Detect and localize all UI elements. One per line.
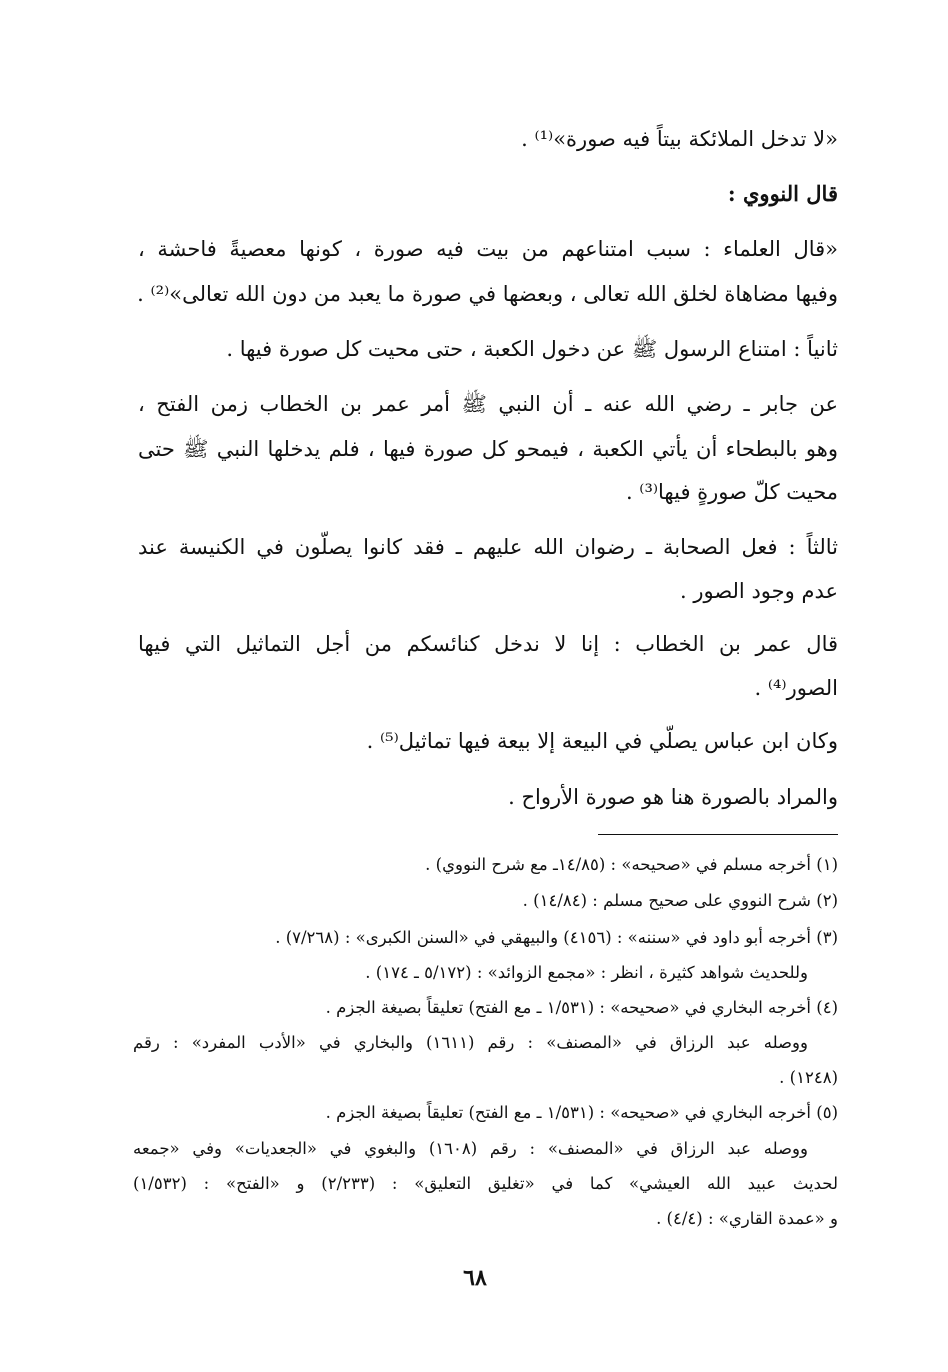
ibn-abbas-line: وكان ابن عباس يصلّي في البيعة إلا بيعة فيها تماثيل⁽⁵⁾ . bbox=[366, 729, 838, 753]
meaning-line: والمراد بالصورة هنا هو صورة الأرواح . bbox=[508, 785, 838, 809]
footnote-5: (٥) أخرجه البخاري في «صحيحه» : (١/٥٣١ ـ مع الفتح) تعليقاً بصيغة الجزم . bbox=[325, 1103, 838, 1122]
footnote-2: (٢) شرح النووي على صحيح مسلم : (١٤/٨٤) . bbox=[522, 891, 838, 910]
scholars-quote-line-1: «قال العلماء : سبب امتناعهم من بيت فيه صورة ، كونها معصيةً فاحشة ، bbox=[138, 237, 838, 261]
footnote-4-continuation-2: (١٢٤٨) . bbox=[779, 1068, 838, 1087]
hadith-quote-line: «لا تدخل الملائكة بيتاً فيه صورة»⁽¹⁾ . bbox=[521, 127, 838, 151]
third-point-line-1: ثالثاً : فعل الصحابة ـ رضوان الله عليهم ـ فقد كانوا يصلّون في الكنيسة عند bbox=[138, 535, 838, 559]
footnote-3-continuation: وللحديث شواهد كثيرة ، انظر : «مجمع الزوائد» : (٥/١٧٢ ـ ١٧٤) . bbox=[365, 963, 808, 982]
footnote-3: (٣) أخرجه أبو داود في «سننه» : (٤١٥٦) والبيهقي في «السنن الكبرى» : (٧/٢٦٨) . bbox=[275, 928, 838, 947]
footnote-4: (٤) أخرجه البخاري في «صحيحه» : (١/٥٣١ ـ مع الفتح) تعليقاً بصيغة الجزم . bbox=[325, 998, 838, 1017]
jabir-narration-line-2: وهو بالبطحاء أن يأتي الكعبة ، فيمحو كل صورة فيها ، فلم يدخلها النبي ﷺ حتى bbox=[138, 437, 838, 461]
jabir-narration-line-3: محيت كلّ صورةٍ فيها⁽³⁾ . bbox=[625, 480, 838, 504]
footnote-5-continuation-2: لحديث عبيد الله العيشي» كما في «تغليق التعليق» : (٢/٢٣٣) و «الفتح» : (١/٥٣٢) bbox=[133, 1174, 838, 1193]
footnote-5-continuation-1: ووصله عبد الرزاق في «المصنف» : رقم (١٦٠٨) والبغوي في «الجعديات» وفي «جمعه bbox=[133, 1139, 808, 1158]
umar-quote-line-1: قال عمر بن الخطاب : إنا لا ندخل كنائسكم من أجل التماثيل التي فيها bbox=[138, 632, 838, 656]
nawawi-heading: قال النووي : bbox=[727, 181, 838, 206]
footnote-1: (١) أخرجه مسلم في «صحيحه» : (١٤/٨٥ـ مع شرح النووي) . bbox=[425, 855, 838, 874]
footnote-4-continuation-1: ووصله عبد الرزاق في «المصنف» : رقم (١٦١١) والبخاري في «الأدب المفرد» : رقم bbox=[133, 1033, 808, 1052]
second-point-line: ثانياً : امتناع الرسول ﷺ عن دخول الكعبة ، حتى محيت كل صورة فيها . bbox=[226, 337, 838, 361]
third-point-line-2: عدم وجود الصور . bbox=[679, 579, 838, 603]
footnote-separator bbox=[598, 834, 838, 835]
scholars-quote-line-2: وفيها مضاهاة لخلق الله تعالى ، وبعضها في صورة ما يعبد من دون الله تعالى»⁽²⁾ . bbox=[137, 282, 838, 306]
footnote-5-continuation-3: و «عمدة القاري» : (٤/٤) . bbox=[656, 1209, 838, 1228]
jabir-narration-line-1: عن جابر ـ رضي الله عنه ـ أن النبي ﷺ أمر عمر بن الخطاب زمن الفتح ، bbox=[138, 392, 838, 416]
page-number: ٦٨ bbox=[463, 1265, 487, 1291]
umar-quote-line-2: الصور⁽⁴⁾ . bbox=[754, 676, 838, 700]
